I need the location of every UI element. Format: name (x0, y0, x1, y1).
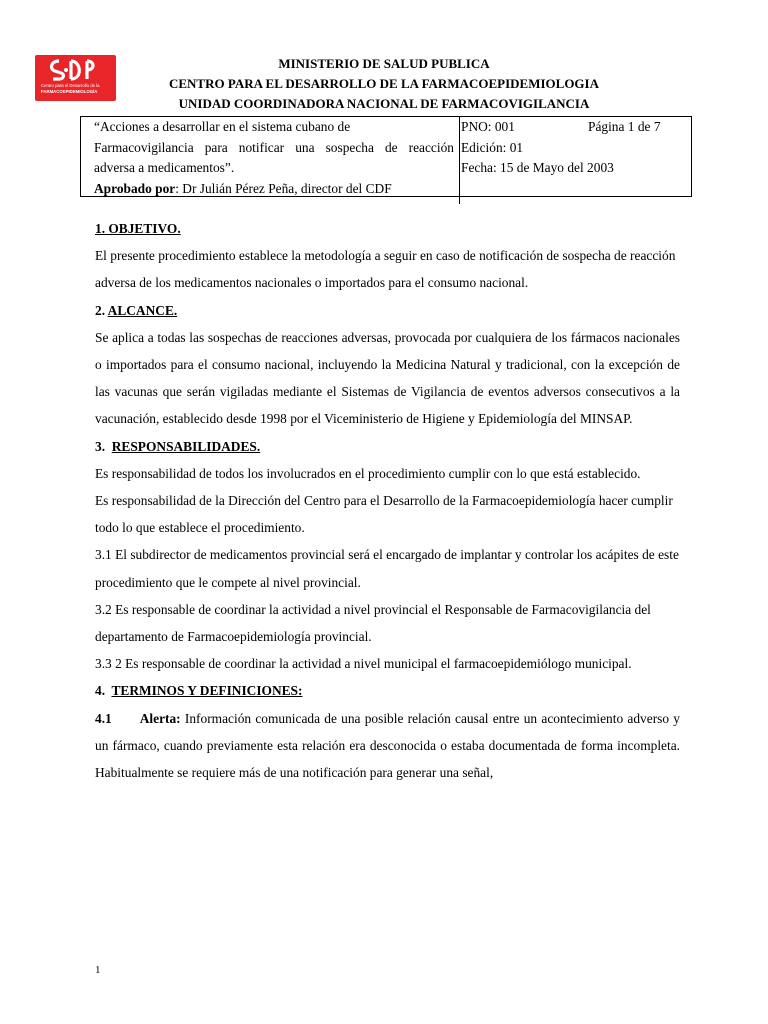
header-ministry: MINISTERIO DE SALUD PUBLICA (278, 56, 490, 71)
document-body (95, 215, 680, 786)
responsibilities-3-3: 3.3 2 Es responsable de coordinar la actividad a nivel municipal el farmacoepidemiólogo municipal. (95, 656, 632, 672)
logo-text-line1: Centro para el Desarrollo de la (41, 83, 100, 88)
document-title-line3: adversa a medicamentos”. (94, 160, 235, 175)
responsibilities-3-1: 3.1 El subdirector de medicamentos provincial será el encargado de implantar y controlar los acápites de este procedimiento que le compete al nivel provincial. (95, 547, 679, 590)
info-box-divider (459, 116, 460, 204)
page-of-total: Página 1 de 7 (588, 119, 661, 134)
document-meta-block (461, 117, 691, 179)
section-scope-text: Se aplica a todas las sospechas de reacciones adversas, provocada por cualquiera de los fármacos nacionales o importados para el consumo nacional, incluyendo la Medicina Natural y tradicional, con la excepción de las vacunas que serán vigiladas mediante el Sistemas de Vigilancia de eventos adversos consecutivos a la vacunación, establecido desde 1998 por el Viceministerio de Higiene y Epidemiología del MINSAP. (95, 329, 680, 427)
approved-by-label: Aprobado por (94, 180, 176, 196)
pno-code: PNO: 001 (461, 119, 515, 134)
definition-term: Alerta: (139, 710, 181, 726)
document-title-line2: Farmacovigilancia para notificar una sospecha de reacción (94, 139, 454, 155)
section-terms-heading: 4. TERMINOS Y DEFINICIONES: (95, 683, 303, 699)
section-scope-heading: 2. ALCANCE. (95, 302, 178, 318)
responsibilities-paragraph: Es responsabilidad de la Dirección del Centro para el Desarrollo de la Farmacoepidemiología hacer cumplir todo lo que establece el procedimiento. (95, 493, 673, 536)
definition-text: Información comunicada de una posible relación causal entre un acontecimiento adverso y un fármaco, cuando previamente esta relación era desconocida o estaba documentada de forma incompleta. Habitualmente se requiere más de una notificación para generar una señal, (95, 710, 680, 781)
header-unit: UNIDAD COORDINADORA NACIONAL DE FARMACOVIGILANCIA (178, 96, 590, 111)
approved-by-value: : Dr Julián Pérez Peña, director del CDF (175, 180, 392, 196)
issue-date: Fecha: 15 de Mayo del 2003 (461, 160, 614, 175)
responsibilities-paragraph: Es responsabilidad de todos los involucrados en el procedimiento cumplir con lo que está establecido. (95, 465, 641, 481)
section-objective-heading: 1. OBJETIVO. (95, 221, 181, 236)
pno-row (461, 117, 691, 138)
definition-number: 4.1 (95, 710, 112, 726)
document-title-line1: “Acciones a desarrollar en el sistema cubano de (94, 119, 351, 134)
edition: Edición: 01 (461, 139, 524, 155)
page-number: 1 (95, 964, 101, 976)
approved-by (94, 179, 454, 200)
responsibilities-3-2: 3.2 Es responsable de coordinar la actividad a nivel provincial el Responsable de Farmacovigilancia del departamento de Farmacoepidemiología provincial. (95, 601, 651, 645)
document-title-block (94, 117, 454, 199)
logo-text-line2: FARMACOEPIDEMIOLOGÍA (41, 89, 98, 94)
header-center: CENTRO PARA EL DESARROLLO DE LA FARMACOEPIDEMIOLOGIA (168, 76, 599, 91)
section-responsibilities-heading: 3. RESPONSABILIDADES. (95, 438, 261, 454)
section-objective-text: El presente procedimiento establece la metodología a seguir en caso de notificación de sospecha de reacción adversa de los medicamentos nacionales o importados para el consumo nacional. (95, 248, 676, 291)
definition-alert (95, 705, 680, 787)
